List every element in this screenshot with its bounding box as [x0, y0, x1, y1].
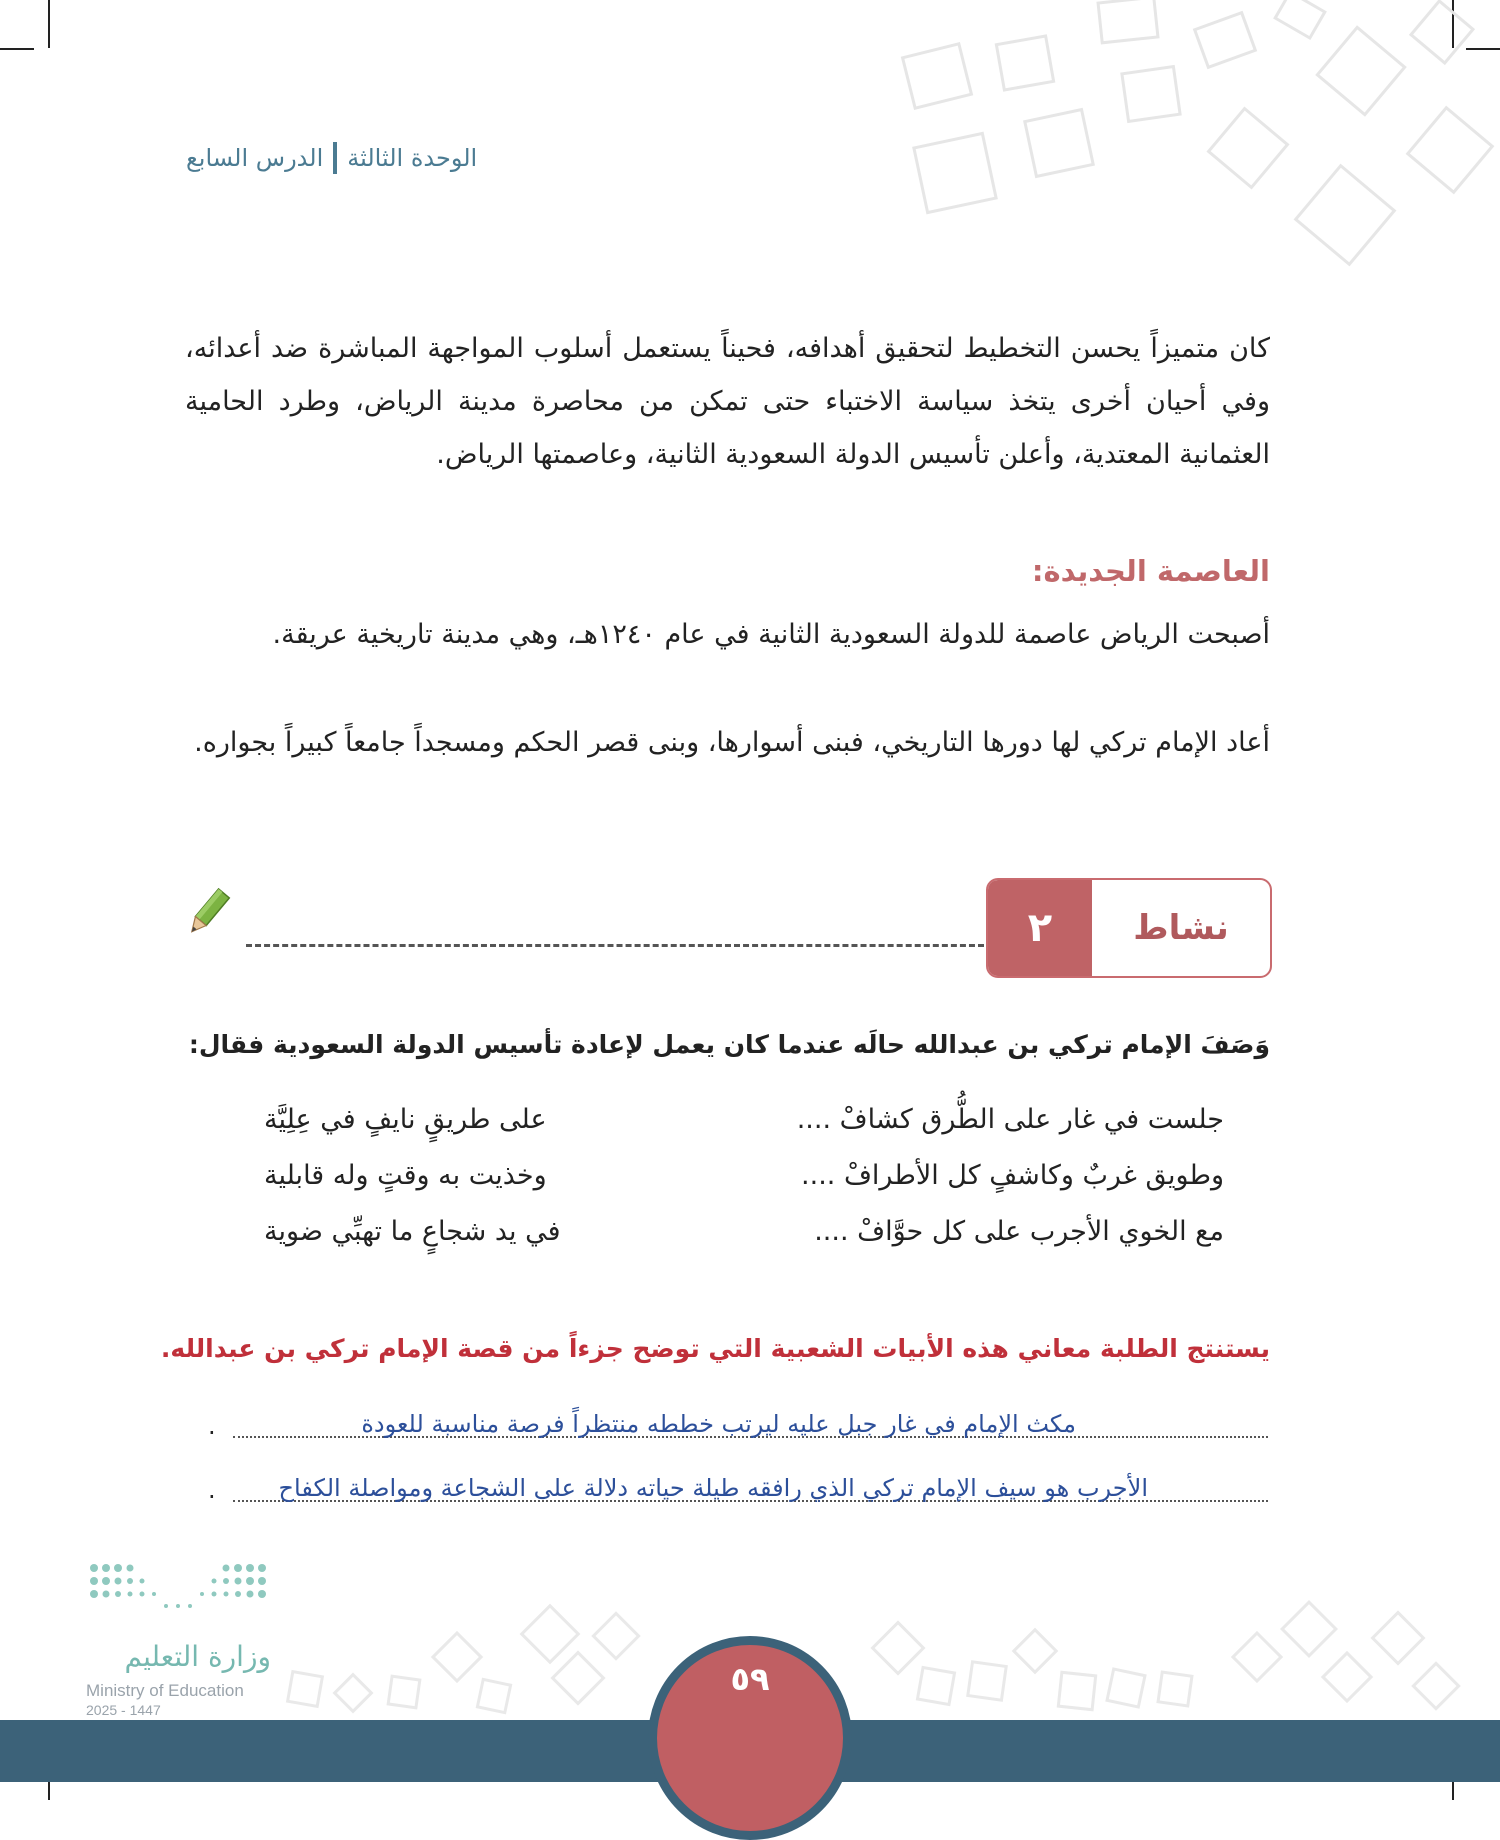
teacher-instruction: يستنتج الطلبة معاني هذه الأبيات الشعبية التي توضح جزءاً من قصة الإمام تركي بن عبدالله. [160, 1334, 1270, 1363]
unit-lesson-header [186, 142, 477, 174]
answer-text: مكث الإمام في غار جبل عليه ليرتب خططه منتظراً فرصة مناسبة للعودة [361, 1410, 1076, 1438]
decorative-pattern [860, 0, 1500, 300]
poem-first-half: مع الخوي الأجرب على كل حوَّافْ .... [814, 1216, 1224, 1247]
crop-mark [1466, 48, 1500, 50]
activity-badge [986, 878, 1272, 978]
section-heading: العاصمة الجديدة: [1031, 554, 1270, 588]
lesson-title: الدرس السابع [186, 144, 324, 172]
poem-second-half: على طريقٍ نايفٍ في عِلِيَّة [264, 1104, 547, 1135]
answer-end-mark: . [208, 1412, 216, 1440]
answer-text: الأجرب هو سيف الإمام تركي الذي رافقه طيلة حياته دلالة على الشجاعة ومواصلة الكفاح [278, 1474, 1148, 1502]
ministry-logo [86, 1560, 276, 1720]
crop-mark [0, 48, 34, 50]
activity-label: نشاط [1133, 908, 1229, 948]
pencil-icon [180, 886, 236, 942]
poem-first-half: وطويق غربٌ وكاشفٍ كل الأطرافْ .... [801, 1160, 1224, 1191]
activity-number: ٢ [988, 880, 1092, 976]
poem-verse [264, 1104, 1224, 1135]
paragraph-intro: كان متميزاً يحسن التخطيط لتحقيق أهدافه، فحيناً يستعمل أسلوب المواجهة المباشرة ضد أعدائه، وفي أحيان أخرى يتخذ سياسة الاختباء حتى تمكن من محاصرة مدينة الرياض، وطرد الحامية العثمانية المعتدية، وأعلن تأسيس الدولة السعودية الثانية، وعاصمتها الرياض. [185, 333, 1270, 470]
poem-verse [264, 1160, 1224, 1191]
unit-title: الوحدة الثالثة [347, 144, 478, 172]
page-number: ٥٩ [730, 1660, 770, 1698]
logo-year: 2025 - 1447 [86, 1702, 161, 1718]
logo-arabic-name: وزارة التعليم [124, 1640, 271, 1673]
poem-verse [264, 1216, 1224, 1247]
header-divider [333, 142, 337, 174]
crop-mark [1452, 0, 1454, 48]
logo-english-name: Ministry of Education [86, 1681, 244, 1700]
paragraph-restoration: أعاد الإمام تركي لها دورها التاريخي، فبنى أسوارها، وبنى قصر الحكم ومسجداً جامعاً كبيراً بجواره. [194, 727, 1270, 758]
poem-second-half: في يد شجاعٍ ما تهبِّي ضوية [264, 1216, 561, 1247]
paragraph-capital: أصبحت الرياض عاصمة للدولة السعودية الثانية في عام ١٢٤٠هـ، وهي مدينة تاريخية عريقة. [272, 619, 1270, 650]
activity-divider-line [246, 944, 984, 947]
crop-mark [48, 0, 50, 48]
poem-first-half: جلست في غار على الطُّرق كشافْ .... [796, 1104, 1224, 1135]
logo-dots-icon [86, 1560, 276, 1620]
answer-end-mark: . [208, 1476, 216, 1504]
poem-second-half: وخذيت به وقتٍ وله قابلية [264, 1160, 547, 1191]
activity-question: وَصَفَ الإمام تركي بن عبدالله حالَه عندما كان يعمل لإعادة تأسيس الدولة السعودية فقال: [188, 1030, 1270, 1059]
